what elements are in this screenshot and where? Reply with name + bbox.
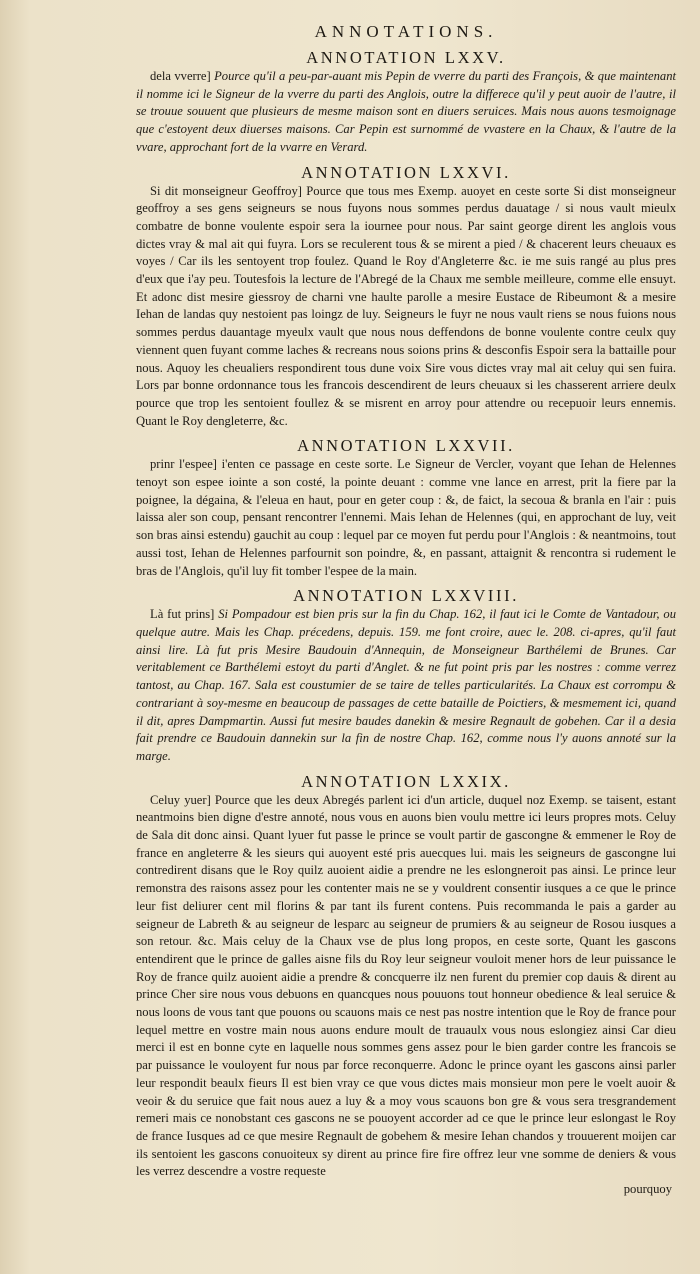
annotation-paragraph (136, 606, 676, 765)
annotation-paragraph (136, 68, 676, 157)
annotation-text: Pource que tous mes Exemp. auoyet en ceste sorte Si dist monseigneur geoffroy a ses gens seigneurs se nous fuyons nous sommes perdus dauatage / si nous vault mieulx combatre de bonne voulente espoir sera la iournee pour nous. Par saint george dirent les anglois vous dictes vray & mal ait qui fuyra. Lors se reculerent tous & se mirent a pied / & chacerent leurs cheuaux es voyes / Car ils les sentoyent trop foulez. Quand le Roy d'Angleterre &c. ie me suis rangé au plus pres d'eux que i'ay peu. Toutesfois la lecture de l'Abregé de la Chaux me semble meilleure, comme elle ensuyt. Et adonc dist mesire giessroy de charni vne haulte parolle a mesire Eustace de Ribeumont & a mesire Iehan de landas quy nestoient pas loingz de luy. Seigneurs le fuyr ne nous vault riens se nous fuions nous sommes perdus dauantage myeulx vault que nous nous deffendons de bonne voulente contre ceulx quy viennent quen fuyant comme laches & recreans nous soions prins & desconfis Espoir sera la battaille pour nous. Aquoy les cheualiers respondirent tous dune voix Sire vous dictes vray mal ait celuy qui sen fuira. Lors par bonne ordonnance tous les francois descendirent de leurs cheuaux si les chasserent arriere deulx pource que trop les sentoient foullez & se misrent en arroy pour attendre ou recepuoir leurs ennemis. Quant le Roy dengleterre, &c. (136, 183, 677, 428)
lemma: dela vverre] (150, 69, 211, 83)
annotation-text: Si Pompadour est bien pris sur la fin du Chap. 162, il faut ici le Comte de Vantadour, ou quelque autre. Mais les Chap. précedens, depuis. 159. me font croire, auec le. 208. ci-apres, qu'il faut ainsi lire. Là fut pris Mesire Baudouin d'Annequin, de Monseigneur Barthélemi de Brunes. Car veritablement ce Barthélemi estoyt du parti d'Anglet. & ne fut point pris par les nostres : comme verrez tantost, au Chap. 167. Sala est coustumier de se taire de telles particularités. La Chaux est corrompu & contrariant à soy-mesme en beaucoup de passages de cette bataille de Poictiers, & mesmement ici, quand il dit, apres Dampmartin. Aussi fut mesire baudes danekin & mesire Regnault de gobehen. Car il a desia fait prendre ce Baudouin dannekin sur la fin de nostre Chap. 162, comme nous l'y auons annoté sur la marge. (136, 607, 676, 763)
lemma: Là fut prins] (150, 607, 215, 622)
annotation-heading: ANNOTATION LXXVIII. (293, 586, 519, 606)
annotation-heading: ANNOTATION LXXIX. (301, 771, 511, 791)
annotation-heading: ANNOTATION LXXV. (306, 48, 506, 67)
running-head: ANNOTATIONS. (314, 22, 498, 41)
lemma: prinr l'espee] (150, 457, 217, 472)
lemma: Si dit monseigneur Geoffroy] (150, 183, 302, 198)
annotation-paragraph (136, 456, 676, 580)
annotation-paragraph (136, 792, 676, 1181)
annotation-heading: ANNOTATION LXXVI. (301, 162, 511, 182)
annotation-paragraph (136, 183, 676, 431)
annotation-text: i'enten ce passage en ceste sorte. Le Signeur de Vercler, voyant que Iehan de Helennes tenoyt son espee iointe a son costé, la pointe deuant : comme vne lance en arrest, prit la fiere par la poignee, la dégaina, & l'eleua en haut, pour en geter coup : &, de faict, la secoua & branla en l'air : puis laissa aler son coup, pensant rencontrer l'ennemi. Mais Iehan de Helennes (qui, en approchant de luy, veit son bras ainsi estendu) gauchit au coup : lequel par ce moyen fut perdu pour l'Anglois : & neantmoins, tout aussi tost, Iehan de Helennes parfournit son poindre, &, en passant, attaignit & rencontra si rudement le bras de l'Anglois, qu'il luy fit tomber l'espee de la main. (136, 457, 677, 578)
annotation-text: Pource qu'il a peu-par-auant mis Pepin de vverre du parti des François, & que maintenant il nomme ici le Signeur de la vverre du parti des Anglois, outre la differece qu'il y peut auoir de l'autre, il se trouue souuent que plusieurs de mesme maison sont en diuers seruices. Mais nous auons tesmoignage que c'estoyent deux diuerses maisons. Car Pepin est surnommé de vvastere en la Chaux, & l'autre de la vvare, approchant fort de la vvarre en Verard. (136, 69, 677, 154)
annotation-heading: ANNOTATION LXXVII. (297, 436, 515, 456)
lemma: Celuy yuer] (150, 792, 211, 807)
catchword: pourquoy (623, 1182, 672, 1197)
annotation-text: Pource que les deux Abregés parlent ici d'un article, duquel noz Exemp. se taisent, estant neantmoins bien digne d'estre annoté, nous vous en auons bien voulu mettre ici leurs propres mots. Celuy de Sala dit donc ainsi. Quant lyuer fut passe le prince se voult partir de gascongne & emmener le Roy de france en angleterre & les sieurs qui auoyent esté pris auecques lui. mais les seigneurs de gascongne lui contredirent disans que le Roy quilz auoient aidie a prendre ne les eslongneroit pas ainsi. Le prince leur remonstra des raisons assez pour les contenter mais ne se y vouldrent consentir iusques a ce que le prince leur fist deliurer cent mil florins & par tant ils furent contens. Puis recommanda le pais a garder au seigneur de Labreth & au seigneur de lesparc au seigneur de prumiers & au seigneur de Rosou iusques a son retour. &c. Mais celuy de la Chaux vse de plus long propos, en ceste sorte, Quant les gascons entendirent que le prince de galles aisne fils du Roy leur seigneur vouloit mener hors de leur puissance le Roy de france quilz auoient aidie a prendre & concquerre ilz nen furent du premier cop dauis & dirent au prince Cher sire nous vous debuons en quancques nous pouuons tout honneur obedience & leal seruice & nous loons de vous tant que pouons ou scauons mais ce nest pas nostre intention que le Roy de france pour lequel mettre en vostre main nous auons endure moult de trauaulx vous nous eslongiez ainsi Car dieu merci il est en bonne cyte en laquelle nous sommes gens assez pour le bien garder contre les francois se par puissance le vouloyent fur nous par force reconquerre. Adonc le prince oyant les gascons ainsi parler leur respondit beaulx fieurs Il est bien vray ce que vous dictes mais monsieur mon pere le voelt auoir & veoir & du seruice que fait nous auez a luy & a moy vous scauons bon gre & vous sera tresgrandement remeri mais ce nonobstant ces gascons ne se pouoyent accorder ad ce que le prince leur eslongast le Roy de france Iusques ad ce que mesire Regnault de gobehem & mesire Iehan chandos y trouuerent moijen car ils sentoient les gascons conuoiteux sy dirent au prince fire fire offrez leur vne somme de deniers & vous les verrez descendre a vostre requeste (136, 792, 676, 1179)
